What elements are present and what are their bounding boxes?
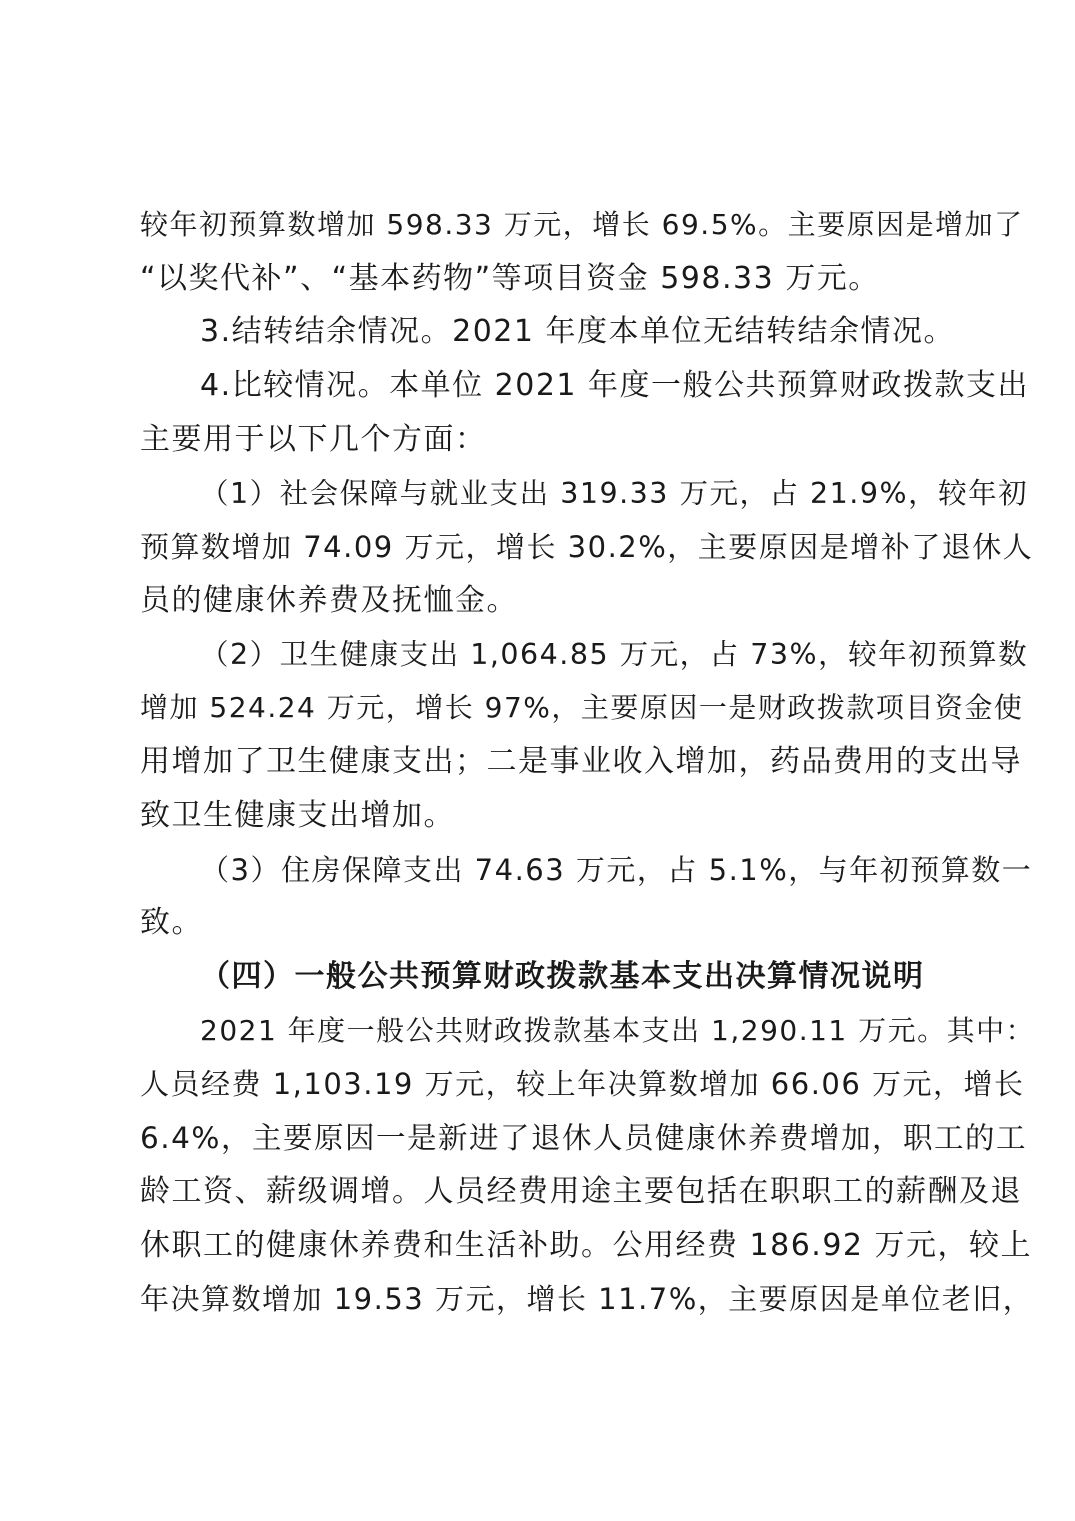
paragraph-line: 龄工资、薪级调增。人员经费用途主要包括在职职工的薪酬及退 <box>140 1174 1022 1209</box>
paragraph-line: 2021 年度一般公共财政拨款基本支出 1,290.11 万元。其中： <box>200 1014 1036 1047</box>
section-heading: （四）一般公共预算财政拨款基本支出决算情况说明 <box>200 959 925 994</box>
paragraph-line: 致卫生健康支出增加。 <box>140 798 455 833</box>
paragraph-line: （1）社会保障与就业支出 319.33 万元，占 21.9%，较年初 <box>200 477 1029 510</box>
paragraph-line: 人员经费 1,103.19 万元，较上年决算数增加 66.06 万元，增长 <box>140 1067 1025 1101</box>
paragraph-line: 休职工的健康休养费和生活补助。公用经费 186.92 万元，较上 <box>140 1228 1033 1263</box>
paragraph-line: 增加 524.24 万元，增长 97%，主要原因一是财政拨款项目资金使 <box>140 691 1024 724</box>
paragraph-line: 主要用于以下几个方面： <box>140 422 487 457</box>
paragraph-line: “以奖代补”、“基本药物”等项目资金 598.33 万元。 <box>140 261 880 296</box>
paragraph-line: 致。 <box>140 905 203 940</box>
paragraph-line: （3）住房保障支出 74.63 万元，占 5.1%，与年初预算数一 <box>200 853 1033 887</box>
paragraph-line: 员的健康休养费及抚恤金。 <box>140 583 518 618</box>
paragraph-line: 3.结转结余情况。2021 年度本单位无结转结余情况。 <box>200 314 956 349</box>
paragraph-line: 4.比较情况。本单位 2021 年度一般公共预算财政拨款支出 <box>200 368 1030 403</box>
paragraph-line: 年决算数增加 19.53 万元，增长 11.7%，主要原因是单位老旧， <box>140 1282 1034 1316</box>
paragraph-line: 6.4%，主要原因一是新进了退休人员健康休养费增加，职工的工 <box>140 1121 1027 1155</box>
paragraph-line: 用增加了卫生健康支出；二是事业收入增加，药品费用的支出导 <box>140 744 1022 779</box>
paragraph-line: （2）卫生健康支出 1,064.85 万元，占 73%，较年初预算数 <box>200 638 1029 671</box>
paragraph-line: 预算数增加 74.09 万元，增长 30.2%，主要原因是增补了退休人 <box>140 530 1034 564</box>
paragraph-line: 较年初预算数增加 598.33 万元，增长 69.5%。主要原因是增加了 <box>140 208 1024 241</box>
